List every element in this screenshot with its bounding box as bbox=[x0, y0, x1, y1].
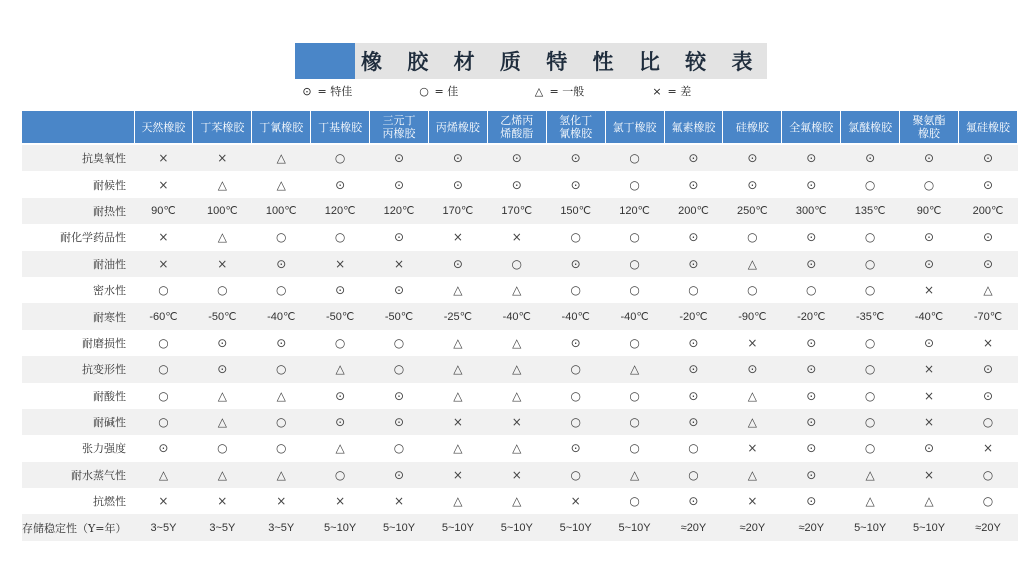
table-cell: 170℃ bbox=[428, 198, 487, 224]
table-cell: -20℃ bbox=[782, 303, 841, 329]
table-cell: ⊙ bbox=[782, 251, 841, 277]
table-cell: 5~10Y bbox=[900, 514, 959, 540]
column-header: 丁基橡胶 bbox=[311, 111, 370, 144]
table-cell: ⊙ bbox=[664, 409, 723, 435]
table-cell: ≈20Y bbox=[664, 514, 723, 540]
table-cell: △ bbox=[428, 488, 487, 514]
table-cell: ⊙ bbox=[782, 171, 841, 197]
row-label: 耐酸性 bbox=[22, 383, 134, 409]
title-banner bbox=[295, 43, 767, 79]
column-header: 氟硅橡胶 bbox=[958, 111, 1017, 144]
table-cell: ⊙ bbox=[428, 251, 487, 277]
legend-item-fair bbox=[532, 83, 584, 99]
table-cell: × bbox=[487, 224, 546, 250]
table-cell: ⊙ bbox=[782, 330, 841, 356]
table-cell: △ bbox=[428, 435, 487, 461]
legend-item-excellent bbox=[300, 83, 352, 99]
table-cell: -70℃ bbox=[958, 303, 1017, 329]
table-cell: ○ bbox=[193, 277, 252, 303]
table-cell: 5~10Y bbox=[605, 514, 664, 540]
table-cell: ○ bbox=[311, 224, 370, 250]
table-cell: △ bbox=[487, 277, 546, 303]
table-cell: ⊙ bbox=[428, 144, 487, 171]
table-cell: ⊙ bbox=[134, 435, 193, 461]
column-header: 聚氨酯 橡胶 bbox=[900, 111, 959, 144]
table-cell: △ bbox=[252, 462, 311, 488]
table-cell: ⊙ bbox=[193, 330, 252, 356]
table-cell: ○ bbox=[664, 435, 723, 461]
table-cell: △ bbox=[958, 277, 1017, 303]
table-cell: ○ bbox=[723, 224, 782, 250]
table-cell: × bbox=[958, 330, 1017, 356]
table-cell: ⊙ bbox=[370, 144, 429, 171]
legend-text: = 佳 bbox=[434, 85, 459, 98]
table-cell: ⊙ bbox=[958, 224, 1017, 250]
table-cell: ⊙ bbox=[782, 488, 841, 514]
row-label: 耐油性 bbox=[22, 251, 134, 277]
table-cell: × bbox=[900, 383, 959, 409]
table-cell: ○ bbox=[841, 224, 900, 250]
table-cell: △ bbox=[428, 356, 487, 382]
row-label: 抗臭氧性 bbox=[22, 144, 134, 171]
table-cell: ⊙ bbox=[841, 144, 900, 171]
legend bbox=[300, 83, 720, 99]
table-cell: △ bbox=[723, 383, 782, 409]
table-row bbox=[22, 488, 1018, 514]
table-cell: ○ bbox=[605, 251, 664, 277]
table-cell: ○ bbox=[605, 171, 664, 197]
table-row bbox=[22, 514, 1018, 540]
table-cell: ⊙ bbox=[900, 435, 959, 461]
table-cell: ⊙ bbox=[782, 383, 841, 409]
table-cell: △ bbox=[605, 356, 664, 382]
table-cell: △ bbox=[723, 409, 782, 435]
table-cell: ○ bbox=[487, 251, 546, 277]
table-cell: ⊙ bbox=[311, 277, 370, 303]
table-cell: × bbox=[370, 251, 429, 277]
column-header: 全氟橡胶 bbox=[782, 111, 841, 144]
table-cell: △ bbox=[428, 383, 487, 409]
table-row bbox=[22, 198, 1018, 224]
table-cell: × bbox=[958, 435, 1017, 461]
table-cell: ⊙ bbox=[664, 251, 723, 277]
table-cell: ⊙ bbox=[664, 144, 723, 171]
table-cell: ≈20Y bbox=[723, 514, 782, 540]
table-cell: ○ bbox=[134, 277, 193, 303]
table-cell: △ bbox=[723, 251, 782, 277]
table-cell: ○ bbox=[193, 435, 252, 461]
table-cell: ⊙ bbox=[311, 383, 370, 409]
table-cell: × bbox=[134, 224, 193, 250]
table-cell: ⊙ bbox=[664, 488, 723, 514]
table-cell: △ bbox=[193, 383, 252, 409]
table-cell: △ bbox=[134, 462, 193, 488]
table-cell: 250℃ bbox=[723, 198, 782, 224]
table-cell: ○ bbox=[370, 330, 429, 356]
row-label: 耐候性 bbox=[22, 171, 134, 197]
table-cell: × bbox=[134, 144, 193, 171]
table-cell: × bbox=[723, 330, 782, 356]
table-cell: ○ bbox=[605, 330, 664, 356]
table-cell: ○ bbox=[311, 462, 370, 488]
table-cell: × bbox=[134, 171, 193, 197]
table-row bbox=[22, 144, 1018, 171]
table-cell: ○ bbox=[841, 171, 900, 197]
table-cell: × bbox=[134, 488, 193, 514]
table-cell: -35℃ bbox=[841, 303, 900, 329]
table-cell: × bbox=[428, 224, 487, 250]
table-row bbox=[22, 224, 1018, 250]
table-row bbox=[22, 277, 1018, 303]
table-row bbox=[22, 251, 1018, 277]
table-cell: -40℃ bbox=[900, 303, 959, 329]
table-cell: ○ bbox=[134, 383, 193, 409]
row-label: 耐化学药品性 bbox=[22, 224, 134, 250]
table-cell: × bbox=[193, 488, 252, 514]
table-cell: -90℃ bbox=[723, 303, 782, 329]
table-cell: -20℃ bbox=[664, 303, 723, 329]
table-cell: ⊙ bbox=[664, 330, 723, 356]
table-cell: ⊙ bbox=[723, 171, 782, 197]
table-row bbox=[22, 409, 1018, 435]
table-row bbox=[22, 330, 1018, 356]
table-cell: × bbox=[723, 435, 782, 461]
column-header: 氯丁橡胶 bbox=[605, 111, 664, 144]
table-cell: △ bbox=[252, 144, 311, 171]
table-cell: 150℃ bbox=[546, 198, 605, 224]
table-cell: -50℃ bbox=[370, 303, 429, 329]
table-cell: △ bbox=[428, 277, 487, 303]
legend-symbol: × bbox=[652, 85, 662, 98]
table-cell: 5~10Y bbox=[841, 514, 900, 540]
table-cell: 100℃ bbox=[252, 198, 311, 224]
table-cell: -40℃ bbox=[487, 303, 546, 329]
column-header: 三元丁 丙橡胶 bbox=[370, 111, 429, 144]
table-cell: ⊙ bbox=[252, 330, 311, 356]
row-label: 抗燃性 bbox=[22, 488, 134, 514]
row-label: 存储稳定性（Y=年） bbox=[22, 514, 134, 540]
table-cell: × bbox=[487, 462, 546, 488]
table-cell: ○ bbox=[311, 330, 370, 356]
table-cell: ○ bbox=[134, 409, 193, 435]
table-cell: ○ bbox=[134, 330, 193, 356]
column-header: 硅橡胶 bbox=[723, 111, 782, 144]
column-header: 丁苯橡胶 bbox=[193, 111, 252, 144]
table-cell: △ bbox=[487, 356, 546, 382]
table-cell: ○ bbox=[546, 383, 605, 409]
column-header: 氟素橡胶 bbox=[664, 111, 723, 144]
table-cell: ⊙ bbox=[370, 224, 429, 250]
table-header-row bbox=[22, 111, 1018, 144]
table-row bbox=[22, 303, 1018, 329]
table-cell: ○ bbox=[841, 356, 900, 382]
table-cell: ⊙ bbox=[782, 435, 841, 461]
table-cell: ○ bbox=[841, 330, 900, 356]
table-cell: ⊙ bbox=[664, 171, 723, 197]
table-cell: 5~10Y bbox=[370, 514, 429, 540]
table-cell: △ bbox=[193, 409, 252, 435]
table-cell: ○ bbox=[723, 277, 782, 303]
table-cell: × bbox=[193, 251, 252, 277]
legend-text: = 差 bbox=[667, 85, 692, 98]
page-title: 橡 胶 材 质 特 性 比 较 表 bbox=[361, 49, 762, 74]
table-cell: 120℃ bbox=[605, 198, 664, 224]
column-header: 乙烯丙 烯酸脂 bbox=[487, 111, 546, 144]
table-cell: ⊙ bbox=[782, 409, 841, 435]
table-cell: △ bbox=[311, 356, 370, 382]
table-cell: △ bbox=[723, 462, 782, 488]
legend-symbol: ○ bbox=[419, 85, 429, 98]
table-cell: ⊙ bbox=[252, 251, 311, 277]
table-corner-header bbox=[22, 111, 134, 144]
table-cell: ○ bbox=[841, 277, 900, 303]
table-cell: ⊙ bbox=[782, 462, 841, 488]
column-header: 丙烯橡胶 bbox=[428, 111, 487, 144]
table-cell: ⊙ bbox=[546, 251, 605, 277]
table-cell: ○ bbox=[605, 144, 664, 171]
table-cell: ⊙ bbox=[900, 144, 959, 171]
table-cell: -40℃ bbox=[546, 303, 605, 329]
table-cell: ⊙ bbox=[311, 409, 370, 435]
table-cell: × bbox=[428, 409, 487, 435]
table-cell: -40℃ bbox=[252, 303, 311, 329]
row-label: 耐寒性 bbox=[22, 303, 134, 329]
table-cell: ○ bbox=[252, 224, 311, 250]
table-cell: ○ bbox=[958, 462, 1017, 488]
table-cell: ≈20Y bbox=[782, 514, 841, 540]
table-cell: 200℃ bbox=[664, 198, 723, 224]
table-cell: 90℃ bbox=[134, 198, 193, 224]
table-cell: ○ bbox=[311, 144, 370, 171]
table-cell: ⊙ bbox=[900, 330, 959, 356]
table-cell: △ bbox=[487, 383, 546, 409]
table-cell: ⊙ bbox=[958, 251, 1017, 277]
table-cell: × bbox=[428, 462, 487, 488]
table-cell: ⊙ bbox=[900, 224, 959, 250]
table-cell: ○ bbox=[370, 356, 429, 382]
table-cell: ○ bbox=[252, 435, 311, 461]
table-cell: × bbox=[311, 251, 370, 277]
table-cell: ○ bbox=[605, 383, 664, 409]
table-cell: ⊙ bbox=[782, 144, 841, 171]
table-cell: × bbox=[487, 409, 546, 435]
table-cell: ○ bbox=[605, 435, 664, 461]
legend-item-poor bbox=[650, 83, 691, 99]
table-cell: 3~5Y bbox=[252, 514, 311, 540]
table-cell: ⊙ bbox=[958, 144, 1017, 171]
row-label: 密水性 bbox=[22, 277, 134, 303]
table-cell: ⊙ bbox=[723, 356, 782, 382]
table-cell: ⊙ bbox=[546, 330, 605, 356]
table-cell: ○ bbox=[605, 488, 664, 514]
table-cell: -50℃ bbox=[311, 303, 370, 329]
row-label: 抗变形性 bbox=[22, 356, 134, 382]
table-cell: × bbox=[900, 462, 959, 488]
comparison-table bbox=[22, 111, 1018, 541]
table-row bbox=[22, 356, 1018, 382]
table-cell: 200℃ bbox=[958, 198, 1017, 224]
table-cell: × bbox=[900, 409, 959, 435]
table-cell: 120℃ bbox=[311, 198, 370, 224]
table-cell: △ bbox=[487, 488, 546, 514]
row-label: 耐磨损性 bbox=[22, 330, 134, 356]
legend-text: = 特佳 bbox=[317, 85, 353, 98]
table-cell: ○ bbox=[841, 435, 900, 461]
table-cell: △ bbox=[487, 435, 546, 461]
table-cell: × bbox=[900, 356, 959, 382]
row-label: 张力强度 bbox=[22, 435, 134, 461]
table-cell: ⊙ bbox=[370, 171, 429, 197]
table-cell: 120℃ bbox=[370, 198, 429, 224]
table-cell: ○ bbox=[134, 356, 193, 382]
table-cell: △ bbox=[193, 171, 252, 197]
table-cell: ⊙ bbox=[193, 356, 252, 382]
table-cell: ○ bbox=[664, 462, 723, 488]
legend-symbol: △ bbox=[534, 85, 544, 98]
table-cell: ⊙ bbox=[370, 462, 429, 488]
table-cell: ○ bbox=[546, 224, 605, 250]
table-cell: 135℃ bbox=[841, 198, 900, 224]
table-cell: ○ bbox=[546, 409, 605, 435]
table-cell: △ bbox=[252, 171, 311, 197]
legend-item-good bbox=[417, 83, 458, 99]
table-cell: -60℃ bbox=[134, 303, 193, 329]
table-cell: × bbox=[546, 488, 605, 514]
table-cell: ⊙ bbox=[546, 435, 605, 461]
table-cell: ⊙ bbox=[900, 251, 959, 277]
table-cell: △ bbox=[311, 435, 370, 461]
table-cell: ⊙ bbox=[664, 383, 723, 409]
table-cell: △ bbox=[193, 224, 252, 250]
table-cell: -50℃ bbox=[193, 303, 252, 329]
row-label: 耐热性 bbox=[22, 198, 134, 224]
table-cell: ⊙ bbox=[311, 171, 370, 197]
table-cell: ⊙ bbox=[546, 171, 605, 197]
table-cell: 100℃ bbox=[193, 198, 252, 224]
table-cell: ≈20Y bbox=[958, 514, 1017, 540]
table-cell: 3~5Y bbox=[193, 514, 252, 540]
column-header: 丁氰橡胶 bbox=[252, 111, 311, 144]
table-cell: 170℃ bbox=[487, 198, 546, 224]
table-cell: ○ bbox=[252, 356, 311, 382]
table-cell: △ bbox=[900, 488, 959, 514]
table-cell: ○ bbox=[252, 277, 311, 303]
table-cell: -25℃ bbox=[428, 303, 487, 329]
table-cell: ○ bbox=[958, 409, 1017, 435]
table-row bbox=[22, 383, 1018, 409]
table-cell: ⊙ bbox=[428, 171, 487, 197]
row-label: 耐碱性 bbox=[22, 409, 134, 435]
table-cell: ○ bbox=[841, 251, 900, 277]
table-cell: × bbox=[311, 488, 370, 514]
table-cell: ○ bbox=[370, 435, 429, 461]
title-accent-block bbox=[295, 43, 355, 79]
table-cell: ⊙ bbox=[370, 409, 429, 435]
table-cell: ⊙ bbox=[723, 144, 782, 171]
table-cell: ⊙ bbox=[370, 383, 429, 409]
table-cell: ⊙ bbox=[546, 144, 605, 171]
table-cell: ○ bbox=[605, 409, 664, 435]
table-cell: ○ bbox=[664, 277, 723, 303]
table-cell: ○ bbox=[782, 277, 841, 303]
table-row bbox=[22, 435, 1018, 461]
table-cell: ○ bbox=[546, 356, 605, 382]
table-cell: ○ bbox=[605, 277, 664, 303]
row-label: 耐水蒸气性 bbox=[22, 462, 134, 488]
table-cell: 5~10Y bbox=[428, 514, 487, 540]
table-cell: × bbox=[193, 144, 252, 171]
table-cell: -40℃ bbox=[605, 303, 664, 329]
column-header: 天然橡胶 bbox=[134, 111, 193, 144]
table-cell: ⊙ bbox=[958, 383, 1017, 409]
table-cell: △ bbox=[252, 383, 311, 409]
table-cell: ⊙ bbox=[664, 224, 723, 250]
table-cell: ○ bbox=[841, 409, 900, 435]
table-cell: × bbox=[900, 277, 959, 303]
table-row bbox=[22, 171, 1018, 197]
table-cell: 90℃ bbox=[900, 198, 959, 224]
column-header: 氢化丁 氰橡胶 bbox=[546, 111, 605, 144]
table-cell: △ bbox=[193, 462, 252, 488]
table-cell: ⊙ bbox=[664, 356, 723, 382]
table-cell: ⊙ bbox=[487, 171, 546, 197]
legend-symbol: ⊙ bbox=[302, 85, 312, 98]
table-cell: △ bbox=[841, 462, 900, 488]
table-cell: 3~5Y bbox=[134, 514, 193, 540]
table-cell: △ bbox=[487, 330, 546, 356]
table-cell: × bbox=[134, 251, 193, 277]
table-cell: ○ bbox=[546, 277, 605, 303]
table-cell: ○ bbox=[546, 462, 605, 488]
table-cell: × bbox=[252, 488, 311, 514]
table-cell: △ bbox=[605, 462, 664, 488]
table-cell: × bbox=[723, 488, 782, 514]
table-cell: ⊙ bbox=[782, 356, 841, 382]
table-cell: ○ bbox=[900, 171, 959, 197]
table-cell: ⊙ bbox=[782, 224, 841, 250]
table-row bbox=[22, 462, 1018, 488]
table-cell: ○ bbox=[958, 488, 1017, 514]
table-cell: ○ bbox=[841, 383, 900, 409]
table-cell: △ bbox=[428, 330, 487, 356]
table-cell: ⊙ bbox=[487, 144, 546, 171]
table-cell: 5~10Y bbox=[546, 514, 605, 540]
table-cell: 5~10Y bbox=[311, 514, 370, 540]
table-cell: 300℃ bbox=[782, 198, 841, 224]
table-cell: × bbox=[370, 488, 429, 514]
table-cell: ⊙ bbox=[958, 356, 1017, 382]
table-cell: ○ bbox=[252, 409, 311, 435]
table-cell: 5~10Y bbox=[487, 514, 546, 540]
table-cell: ○ bbox=[605, 224, 664, 250]
table-cell: ⊙ bbox=[370, 277, 429, 303]
table-cell: △ bbox=[841, 488, 900, 514]
table-cell: ⊙ bbox=[958, 171, 1017, 197]
legend-text: = 一般 bbox=[549, 85, 585, 98]
column-header: 氯醚橡胶 bbox=[841, 111, 900, 144]
